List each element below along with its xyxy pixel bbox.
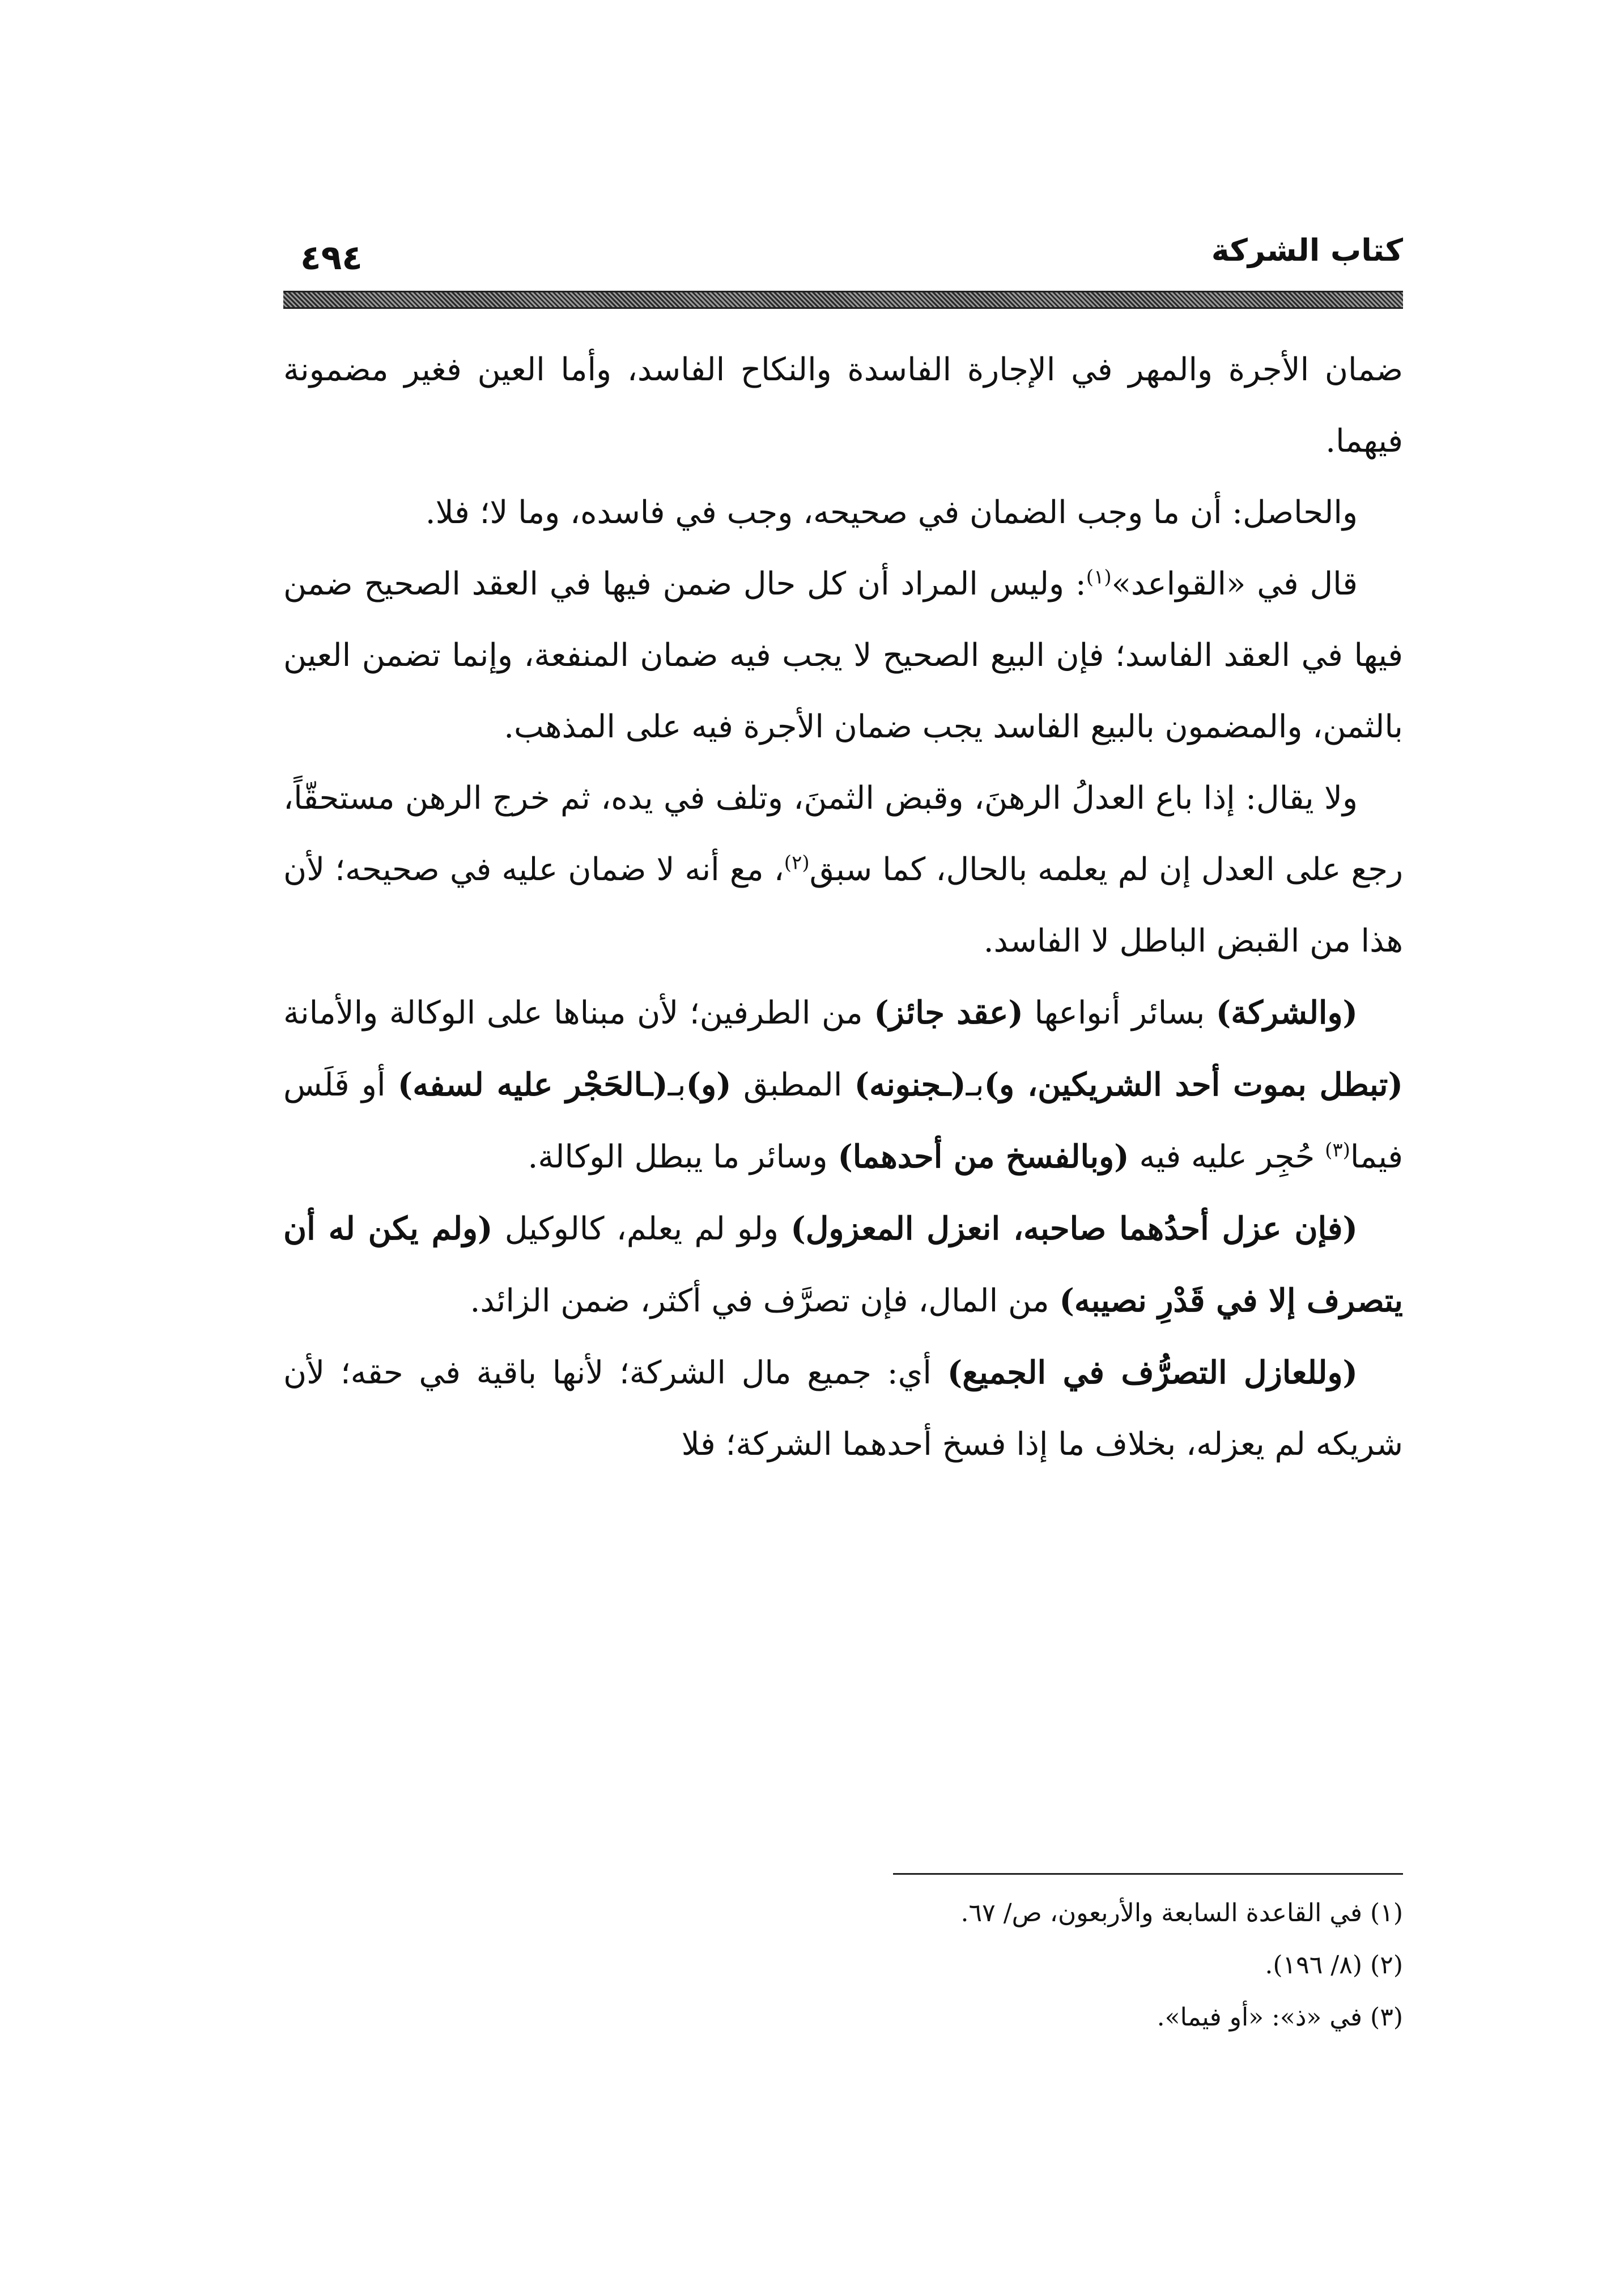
commentary-text: ، مع أنه لا ضمان عليه في صحيحه؛ لأن هذا من القبض الباطل لا الفاسد. (283, 851, 1403, 959)
matn-text: (عقد جائز) (874, 994, 1023, 1031)
commentary-text: : وليس المراد أن كل حال ضمن فيها في العقد الصحيح ضمن فيها في العقد الفاسد؛ فإن البيع الصحيح لا يجب فيه ضمان المنفعة، وإنما تضمن العين بالثمن، والمضمون بالبيع الفاسد يجب ضمان الأجرة فيه على المذهب. (283, 566, 1403, 745)
footnote-marker: (٣) (1325, 1139, 1350, 1162)
footnote: (٢) (٨/ ١٩٦). (1265, 1951, 1403, 1980)
footnote: (١) في القاعدة السابعة والأربعون، ص/ ٦٧. (960, 1899, 1403, 1927)
commentary-text: من الطرفين؛ لأن مبناها على الوكالة والأمانة (283, 995, 874, 1031)
footnote-marker: (٢) (784, 851, 810, 874)
paragraph (283, 763, 1403, 977)
page-number: ٤٩٤ (300, 238, 363, 278)
matn-text: (وللعازل التصرُّف في الجميع) (947, 1354, 1358, 1391)
commentary-text: ولا يقال: إذا باع العدلُ الرهنَ، وقبض الثمنَ، وتلف في يده، ثم خرج الرهن مستحقّاً، رجع على العدل إن لم يعلمه بالحال، كما سبق (283, 780, 1404, 888)
book-title: كتاب الشركة (1211, 232, 1403, 268)
footnotes (283, 1887, 1403, 2044)
matn-text: (وبالفسخ من أحدهما) (837, 1138, 1129, 1175)
matn-text: (ولم يكن له أن يتصرف إلا في قَدْرِ نصيبه) (283, 1210, 1403, 1319)
main-text (283, 334, 1403, 1480)
commentary-text: أو فَلَس فيما (283, 1067, 1403, 1175)
commentary-text: ولو لم يعلم، كالوكيل (492, 1211, 791, 1247)
commentary-text: والحاصل: أن ما وجب الضمان في صحيحه، وجب في فاسده، وما لا؛ فلا. (425, 494, 1358, 531)
commentary-text: من المال، فإن تصرَّف في أكثر، ضمن الزائد. (470, 1283, 1060, 1319)
matn-text: (ـالحَجْر عليه لسفه) (397, 1066, 668, 1103)
paragraph (283, 1337, 1403, 1480)
matn-text: (و) (686, 1066, 732, 1103)
commentary-text: وسائر ما يبطل الوكالة. (528, 1139, 838, 1175)
paragraph (283, 977, 1403, 1193)
commentary-text: حُجِر عليه فيه (1129, 1139, 1325, 1175)
running-header (283, 227, 1403, 295)
commentary-text: ضمان الأجرة والمهر في الإجارة الفاسدة والنكاح الفاسد، وأما العين فغير مضمونة فيهما. (283, 351, 1403, 460)
footnote: (٣) في «ذ»: «أو فيما». (1157, 2003, 1403, 2032)
commentary-text: أي: جميع مال الشركة؛ لأنها باقية في حقه؛ لأن شريكه لم يعزله، بخلاف ما إذا فسخ أحدهما الشركة؛ فلا (283, 1354, 1403, 1463)
commentary-text: بـ (966, 1067, 984, 1103)
matn-text: (تبطل بموت أحد الشريكين، و) (984, 1066, 1404, 1103)
paragraph (283, 334, 1403, 477)
matn-text: (والشركة) (1215, 994, 1358, 1031)
matn-text: (فإن عزل أحدُهما صاحبه، انعزل المعزول) (790, 1210, 1358, 1247)
commentary-text: بـ (668, 1067, 686, 1103)
footnote-rule (893, 1873, 1403, 1875)
commentary-text: قال في «القواعد» (1111, 566, 1358, 602)
commentary-text: بسائر أنواعها (1023, 995, 1216, 1031)
footnote-marker: (١) (1086, 566, 1112, 589)
paragraph (283, 1193, 1403, 1337)
commentary-text: المطبق (731, 1067, 854, 1103)
paragraph (283, 477, 1403, 549)
matn-text: (ـجنونه) (854, 1066, 966, 1103)
paragraph (283, 549, 1403, 763)
header-rule (283, 291, 1403, 309)
